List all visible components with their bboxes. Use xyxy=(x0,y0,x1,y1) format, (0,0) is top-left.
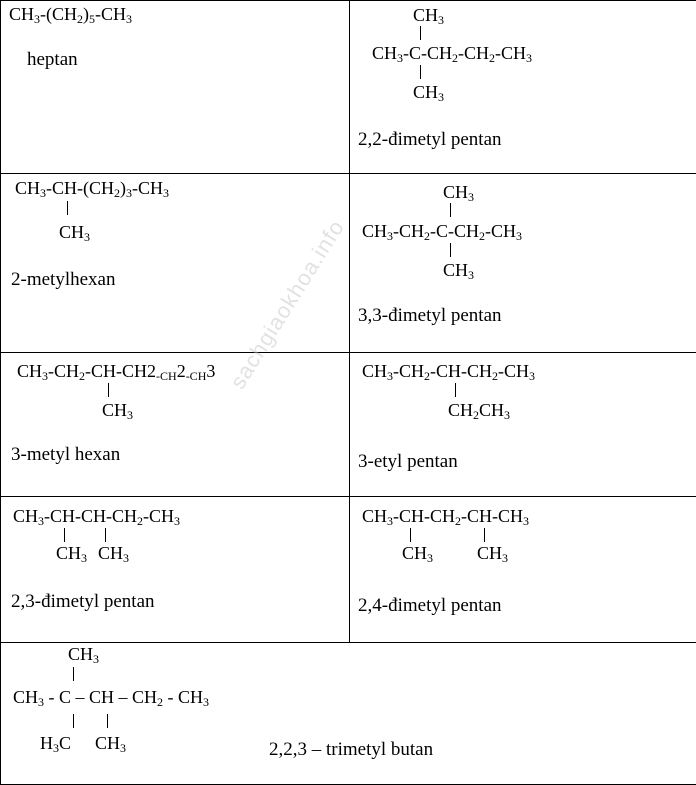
formula-subscript: 3 xyxy=(529,369,535,383)
formula-text: CH xyxy=(102,400,127,420)
formula-text: CH xyxy=(56,543,81,563)
formula-text: ) xyxy=(120,178,126,198)
formula-subscript: -CH xyxy=(156,369,177,383)
formula-subscript: 2 xyxy=(424,229,430,243)
bond-line xyxy=(450,243,451,257)
formula-text: CH xyxy=(413,5,438,25)
bond-line xyxy=(108,383,109,397)
formula-main-chain xyxy=(15,178,169,198)
formula-subscript: 3 xyxy=(127,408,133,422)
formula-subscript: 3 xyxy=(163,186,169,200)
formula-subscript: 2 xyxy=(157,695,163,709)
formula-text: -CH-CH xyxy=(85,361,147,381)
formula-subscript: 3 xyxy=(203,695,209,709)
formula-subscript: 3 xyxy=(120,741,126,755)
formula-text: CH xyxy=(17,361,42,381)
formula-text: - C – CH – CH xyxy=(44,687,157,707)
formula-text: -CH-CH xyxy=(430,361,492,381)
bond-line xyxy=(420,26,421,40)
name-2-metylhexan: 2-metylhexan xyxy=(11,269,115,291)
formula-subscript: 5 xyxy=(89,12,95,26)
bond-line xyxy=(73,714,74,728)
formula-text: -CH-CH xyxy=(393,506,455,526)
formula-text: -CH-CH xyxy=(461,506,523,526)
formula-text: CH xyxy=(443,182,468,202)
formula-text: -CH xyxy=(458,43,489,63)
formula-main-chain xyxy=(17,361,215,381)
formula-subscript: 3 xyxy=(40,186,46,200)
formula-subscript: 2 xyxy=(424,369,430,383)
formula-subscript: 3 xyxy=(468,268,474,282)
formula-subscript: 2 xyxy=(473,408,479,422)
formula-subscript: 3 xyxy=(53,741,59,755)
cell-heptan xyxy=(1,1,350,174)
formula-text: 2 xyxy=(147,361,156,381)
formula-text: -CH xyxy=(393,221,424,241)
formula-main-chain xyxy=(13,687,209,707)
cell-33-dimetyl-pentan xyxy=(350,174,696,353)
cell-3-etyl-pentan xyxy=(350,353,696,497)
bond-line xyxy=(67,201,68,215)
formula-subscript: 3 xyxy=(523,514,529,528)
formula-bottom-methyl-b xyxy=(477,543,508,563)
formula-text: -CH xyxy=(132,178,163,198)
name-33-dimetyl-pentan: 3,3-đimetyl pentan xyxy=(358,305,502,327)
bond-line xyxy=(73,667,74,681)
name-23-dimetyl-pentan: 2,3-đimetyl pentan xyxy=(11,591,155,613)
name-223-trimetyl-butan: 2,2,3 – trimetyl butan xyxy=(269,739,433,761)
formula-subscript: 3 xyxy=(126,186,132,200)
formula-text: CH xyxy=(9,4,34,24)
formula-subscript: 3 xyxy=(93,652,99,666)
formula-text: CH xyxy=(402,543,427,563)
bond-line xyxy=(484,528,485,542)
formula-text: CH xyxy=(443,260,468,280)
name-3-etyl-pentan: 3-etyl pentan xyxy=(358,451,458,473)
formula-text: CH xyxy=(448,400,473,420)
cell-22-dimetyl-pentan xyxy=(350,1,696,174)
formula-text: CH xyxy=(362,221,387,241)
formula-text: -CH xyxy=(95,4,126,24)
formula-subscript: 3 xyxy=(84,230,90,244)
formula-subscript: 3 xyxy=(38,514,44,528)
formula-text: -CH xyxy=(485,221,516,241)
bond-line xyxy=(64,528,65,542)
formula-text: -CH-CH-CH xyxy=(44,506,137,526)
name-22-dimetyl-pentan: 2,2-đimetyl pentan xyxy=(358,129,502,151)
formula-text: -CH-(CH xyxy=(46,178,114,198)
formula-subscript: 3 xyxy=(387,229,393,243)
formula-text: -CH xyxy=(495,43,526,63)
formula-bottom-methyl xyxy=(413,82,444,102)
formula-subscript: 2 xyxy=(492,369,498,383)
formula-subscript: 2 xyxy=(77,12,83,26)
formula-text: CH xyxy=(13,506,38,526)
formula-subscript: 2 xyxy=(114,186,120,200)
cell-24-dimetyl-pentan xyxy=(350,497,696,643)
name-heptan: heptan xyxy=(27,49,78,71)
formula-text: -C-CH xyxy=(430,221,479,241)
formula-bottom-methyl-a xyxy=(402,543,433,563)
cell-223-trimetyl-butan xyxy=(1,643,696,785)
formula-subscript: 2 xyxy=(452,51,458,65)
formula-text: CH xyxy=(362,361,387,381)
bond-line xyxy=(410,528,411,542)
formula-main-chain xyxy=(362,361,535,381)
formula-text: CH xyxy=(479,400,504,420)
bond-line xyxy=(455,383,456,397)
formula-bottom-methyl xyxy=(102,400,133,420)
formula-main-chain xyxy=(362,506,529,526)
formula-subscript: 2 xyxy=(79,369,85,383)
formula-main-chain xyxy=(13,506,180,526)
formula-subscript: 3 xyxy=(516,229,522,243)
formula-top-methyl xyxy=(443,182,474,202)
formula-subscript: 2 xyxy=(479,229,485,243)
formula-subscript: 3 xyxy=(38,695,44,709)
formula-text: -CH xyxy=(393,361,424,381)
cell-3-metyl-hexan xyxy=(1,353,350,497)
watermark: sachgiaokhoa.info xyxy=(225,215,350,394)
formula-bottom-methyl-a xyxy=(40,733,71,753)
formula-main-chain xyxy=(362,221,522,241)
formula-text: CH xyxy=(95,733,120,753)
formula-text: -CH xyxy=(48,361,79,381)
formula-bottom-methyl xyxy=(59,222,90,242)
cell-23-dimetyl-pentan xyxy=(1,497,350,643)
formula-text: -CH xyxy=(143,506,174,526)
formula-subscript: 3 xyxy=(438,13,444,27)
formula-text: CH xyxy=(68,644,93,664)
formula-subscript: 3 xyxy=(123,551,129,565)
formula-subscript: 3 xyxy=(387,369,393,383)
formula-text: -(CH xyxy=(40,4,77,24)
bond-line xyxy=(107,714,108,728)
cell-2-metylhexan xyxy=(1,174,350,353)
formula-text: -CH xyxy=(498,361,529,381)
formula-subscript: 2 xyxy=(455,514,461,528)
formula-heptan xyxy=(9,4,132,24)
formula-bottom-methyl-a xyxy=(56,543,87,563)
formula-top-methyl xyxy=(68,644,99,664)
formula-subscript: 3 xyxy=(427,551,433,565)
formula-subscript: -CH xyxy=(186,369,207,383)
formula-subscript: 3 xyxy=(387,514,393,528)
formula-text: C xyxy=(59,733,71,753)
formula-bottom-methyl-b xyxy=(95,733,126,753)
formula-subscript: 3 xyxy=(174,514,180,528)
formula-text: 3 xyxy=(206,361,215,381)
formula-subscript: 3 xyxy=(126,12,132,26)
name-24-dimetyl-pentan: 2,4-đimetyl pentan xyxy=(358,595,502,617)
formula-bottom-methyl xyxy=(443,260,474,280)
formula-subscript: 3 xyxy=(438,90,444,104)
formula-main-chain xyxy=(372,43,532,63)
bond-line xyxy=(420,65,421,79)
name-3-metyl-hexan: 3-metyl hexan xyxy=(11,444,120,466)
formula-subscript: 3 xyxy=(526,51,532,65)
formula-text: 2 xyxy=(177,361,186,381)
formula-subscript: 2 xyxy=(489,51,495,65)
formula-text: CH xyxy=(362,506,387,526)
bond-line xyxy=(105,528,106,542)
formula-text: CH xyxy=(59,222,84,242)
formula-text: ) xyxy=(83,4,89,24)
formula-subscript: 2 xyxy=(137,514,143,528)
formula-bottom-ethyl xyxy=(448,400,510,420)
formula-subscript: 3 xyxy=(42,369,48,383)
formula-text: CH xyxy=(477,543,502,563)
formula-subscript: 3 xyxy=(468,190,474,204)
bond-line xyxy=(450,203,451,217)
formula-text: CH xyxy=(15,178,40,198)
formula-text: H xyxy=(40,733,53,753)
formula-subscript: 3 xyxy=(81,551,87,565)
formula-text: -C-CH xyxy=(403,43,452,63)
formula-subscript: 3 xyxy=(397,51,403,65)
formula-subscript: 3 xyxy=(504,408,510,422)
formula-text: CH xyxy=(372,43,397,63)
formula-bottom-methyl-b xyxy=(98,543,129,563)
formula-text: CH xyxy=(98,543,123,563)
formula-subscript: 3 xyxy=(34,12,40,26)
formula-text: - CH xyxy=(163,687,203,707)
formula-top-methyl xyxy=(413,5,444,25)
formula-text: CH xyxy=(413,82,438,102)
formula-subscript: 3 xyxy=(502,551,508,565)
formula-text: CH xyxy=(13,687,38,707)
